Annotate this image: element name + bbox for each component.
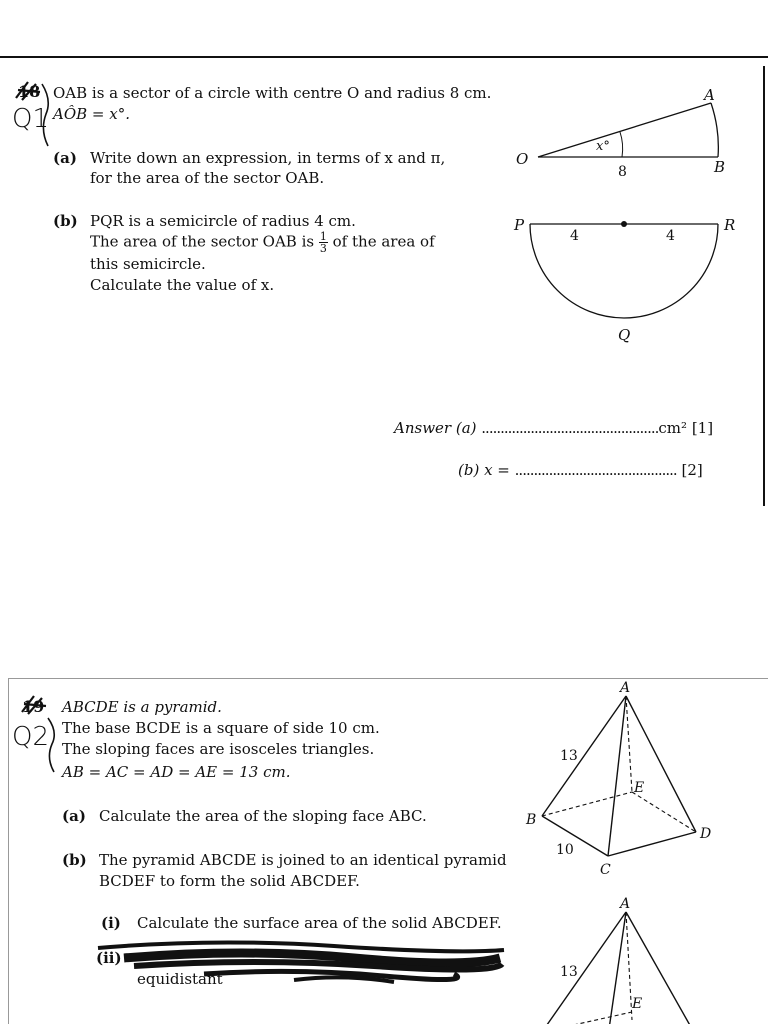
sector-radius-label: 8 xyxy=(618,164,627,180)
q1-answer-a: Answer (a) ...............................................cm² [1] xyxy=(394,419,714,437)
q1-part-a-label: (a) xyxy=(53,149,77,167)
q1-part-b-line4: Calculate the value of x. xyxy=(90,276,275,294)
q2-part-bii-visible-text: equidistant xyxy=(137,970,223,988)
solid-label-e: E xyxy=(632,996,643,1012)
solid-slant-label: 13 xyxy=(560,964,578,980)
q1-struck-number: 18 xyxy=(18,82,41,101)
q1-part-a-line1: Write down an expression, in terms of x and π, xyxy=(90,149,446,167)
q1-part-b-line3: this semicircle. xyxy=(90,255,206,273)
top-rule xyxy=(0,56,768,58)
q1-part-b-label: (b) xyxy=(53,212,78,230)
q1-line2: AÔB = x°. xyxy=(53,105,130,123)
semicircle-right-length: 4 xyxy=(666,228,675,244)
q2-part-bi-text: Calculate the surface area of the solid ABCDEF. xyxy=(137,914,502,932)
solid-abcdef-diagram xyxy=(520,896,760,1024)
q2-part-a-label: (a) xyxy=(62,807,86,825)
sector-oab-diagram xyxy=(508,84,758,184)
solid-label-a: A xyxy=(620,896,631,912)
sector-label-b: B xyxy=(714,158,726,176)
q1-line1: OAB is a sector of a circle with centre O and radius 8 cm. xyxy=(53,84,492,102)
sector-angle-label: x° xyxy=(596,139,610,154)
semicircle-pqr-diagram xyxy=(508,210,758,350)
redaction-scribble xyxy=(94,936,514,990)
pyramid-label-c: C xyxy=(600,862,611,878)
q2-line3: The sloping faces are isosceles triangles. xyxy=(62,740,375,758)
pyramid-label-e: E xyxy=(634,780,645,796)
q1-part-b-line1: PQR is a semicircle of radius 4 cm. xyxy=(90,212,356,230)
pyramid-slant-label: 13 xyxy=(560,748,578,764)
semicircle-label-p: P xyxy=(514,216,525,234)
q2-part-bii-label: (ii) xyxy=(96,949,122,967)
one-third-fraction: $\frac{1}{3}$ xyxy=(319,230,327,255)
q2-line1: ABCDE is a pyramid. xyxy=(62,698,222,716)
q2-line2: The base BCDE is a square of side 10 cm. xyxy=(62,719,380,737)
q2-part-b-line2: BCDEF to form the solid ABCDEF. xyxy=(99,872,360,890)
q1-bracket xyxy=(38,80,54,150)
semicircle-label-r: R xyxy=(724,216,736,234)
q1-part-a-line2: for the area of the sector OAB. xyxy=(90,169,325,187)
q2-part-b-line1: The pyramid ABCDE is joined to an identical pyramid xyxy=(99,851,507,869)
q2-line4: AB = AC = AD = AE = 13 cm. xyxy=(62,763,291,781)
q1-part-b-line2: The area of the sector OAB is $\frac{1}{3}$ of the area of xyxy=(90,230,435,255)
pyramid-label-a: A xyxy=(620,680,631,696)
q2-part-bi-label: (i) xyxy=(101,914,121,932)
q2-part-a-text: Calculate the area of the sloping face ABC. xyxy=(99,807,427,825)
q2-bracket xyxy=(44,714,60,776)
q2-left-border xyxy=(8,678,9,1024)
sector-label-o: O xyxy=(516,150,529,168)
pyramid-label-b: B xyxy=(526,812,537,828)
q1-answer-a-field[interactable]: ............................................... xyxy=(481,419,659,437)
q2-handwritten-label: Q2 xyxy=(12,722,50,752)
pyramid-abcde-diagram xyxy=(520,676,760,886)
q2-struck-number: 19 xyxy=(22,697,45,716)
q2-part-b-label: (b) xyxy=(62,851,87,869)
pyramid-base-label: 10 xyxy=(556,842,574,858)
q1-answer-b-field[interactable]: ........................................... xyxy=(514,461,677,479)
q1-handwritten-label: Q1 xyxy=(12,104,50,134)
q1-right-border xyxy=(763,66,765,506)
semicircle-left-length: 4 xyxy=(570,228,579,244)
q1-answer-b: (b) x = ........................................... [2] xyxy=(458,461,703,479)
sector-label-a: A xyxy=(704,86,715,104)
semicircle-label-q: Q xyxy=(618,326,631,344)
pyramid-label-d: D xyxy=(700,826,712,842)
